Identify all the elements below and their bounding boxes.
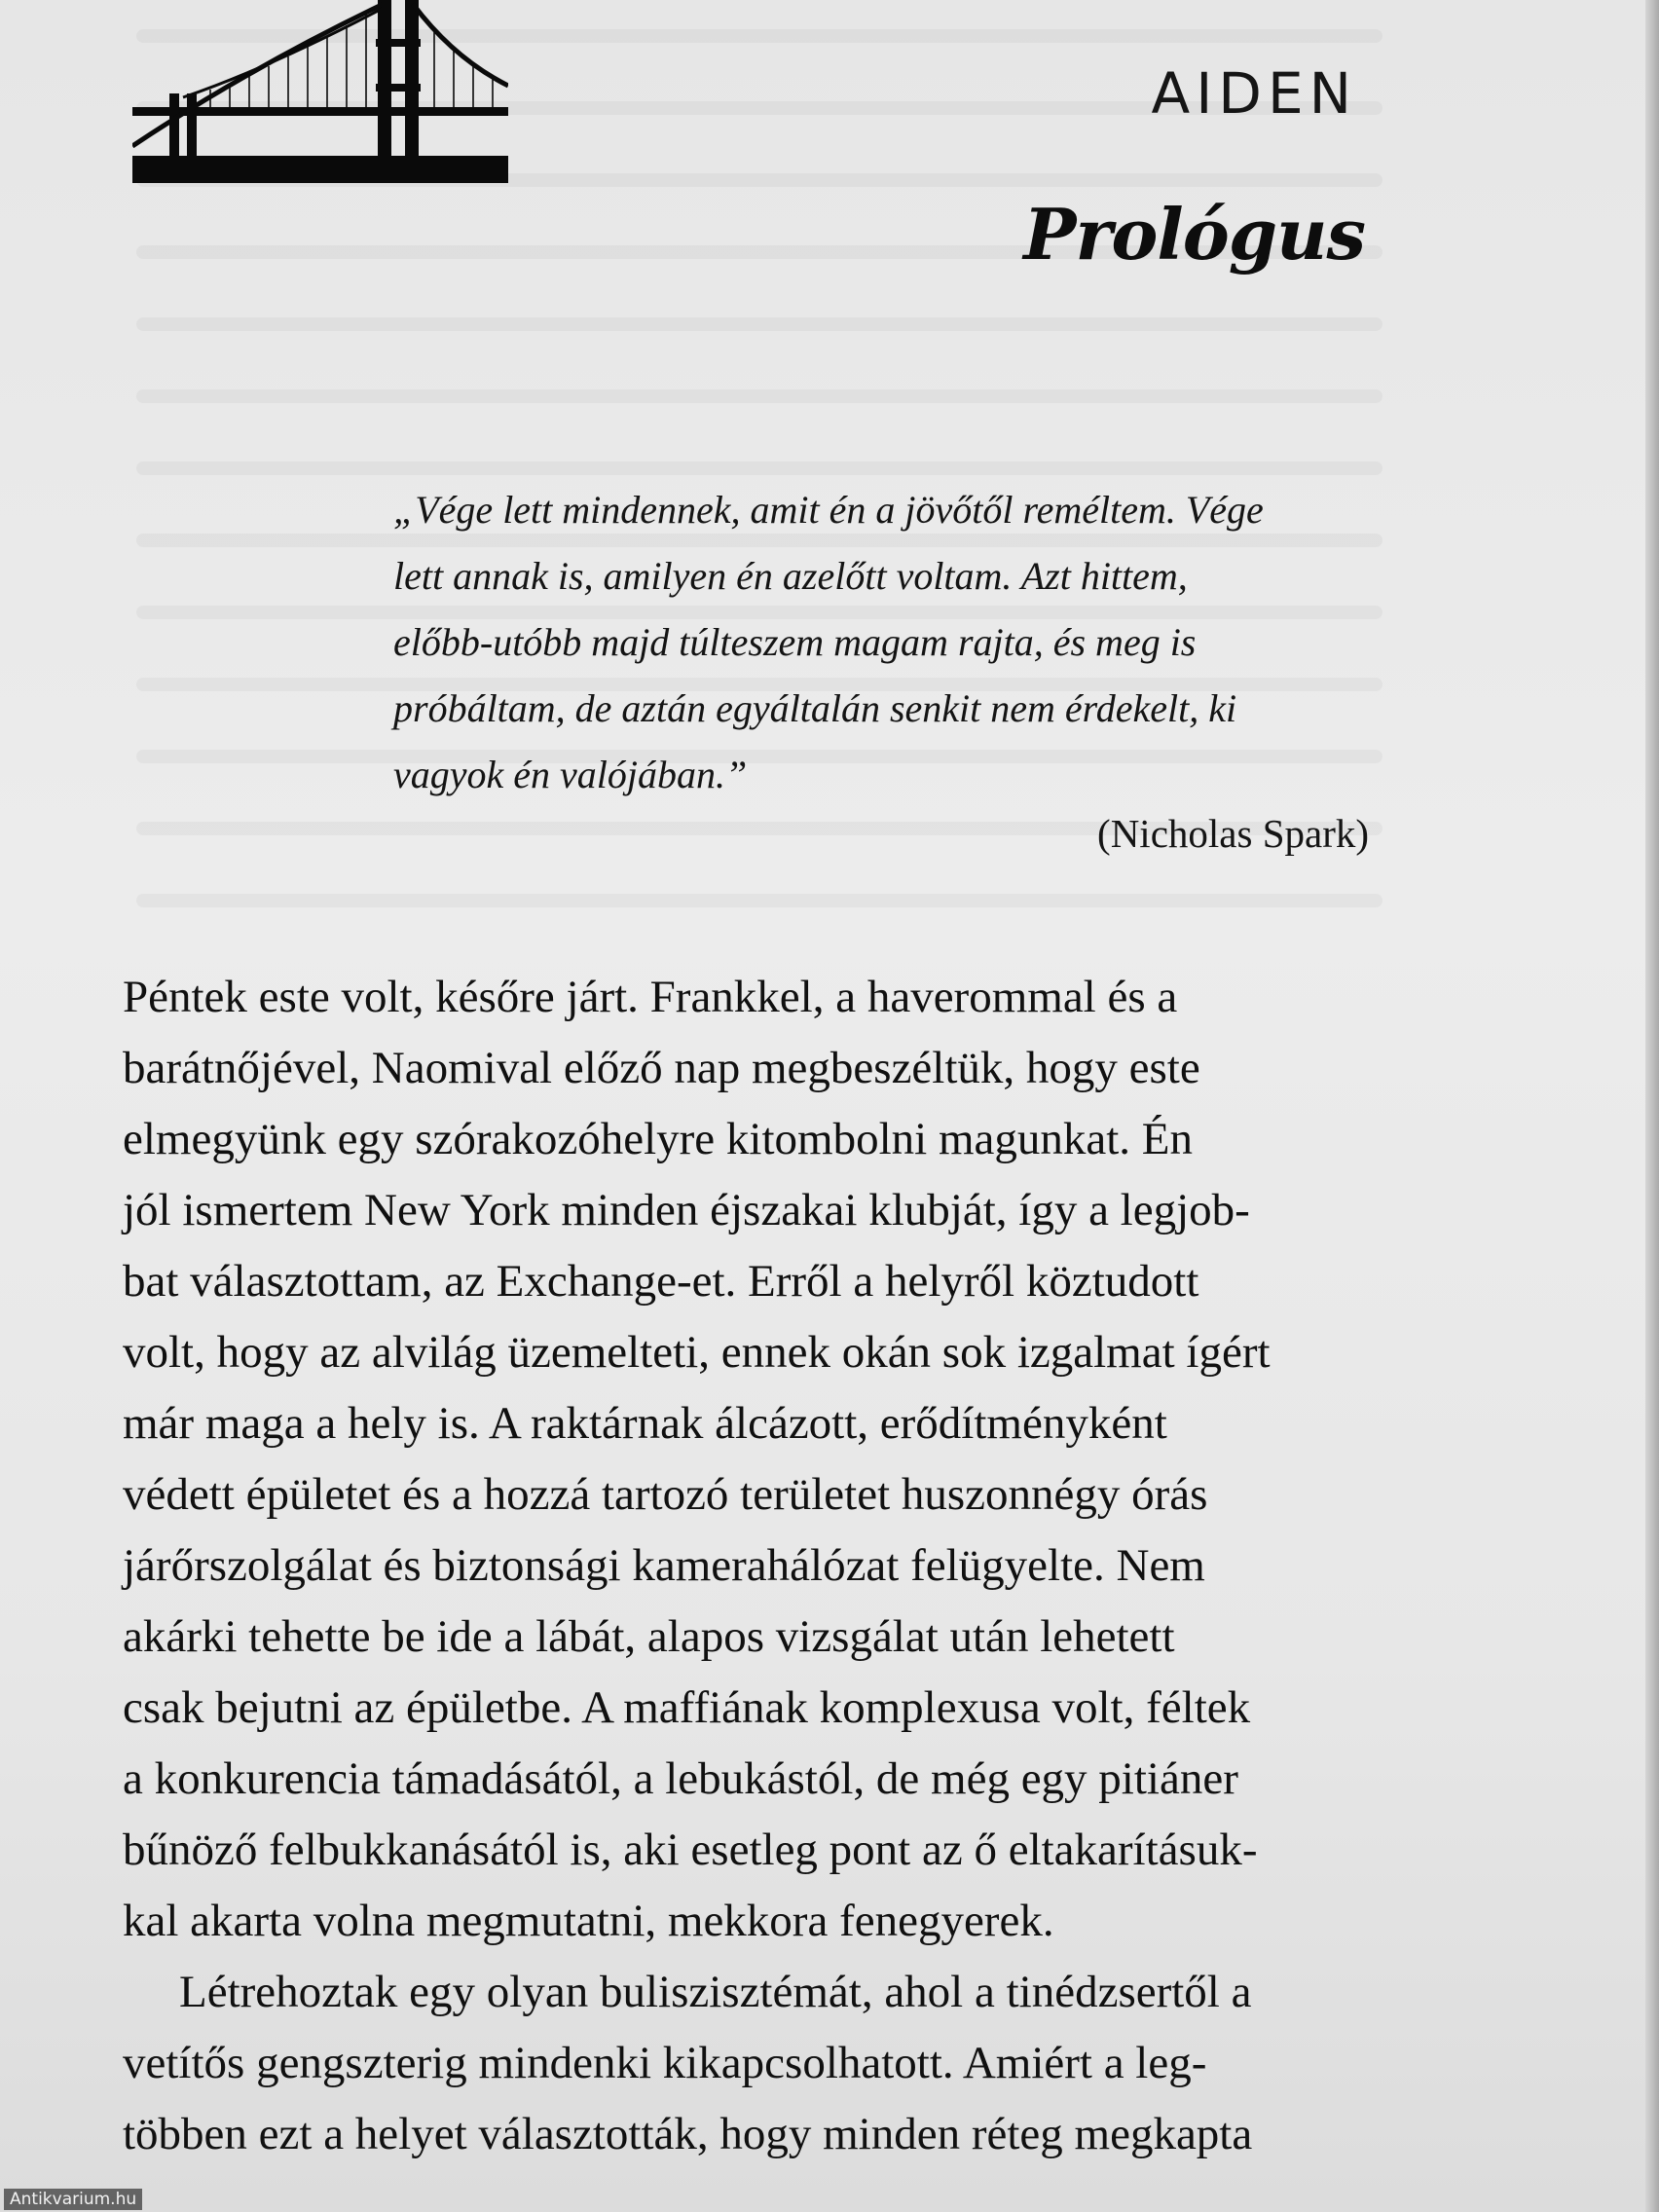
epigraph-line: próbáltam, de aztán egyáltalán senkit nem érdekelt, ki: [393, 686, 1237, 730]
text-line: akárki tehette be ide a lábát, alapos vizsgálat után lehetett: [123, 1611, 1175, 1662]
text-line: a konkurencia támadásától, a lebukástól, de még egy pitiáner: [123, 1753, 1238, 1804]
paragraph-1: [123, 962, 1374, 1957]
epigraph-line: „Vége lett mindennek, amit én a jövőtől reméltem. Vége: [393, 488, 1264, 532]
text-line: többen ezt a helyet választották, hogy minden réteg megkapta: [123, 2109, 1253, 2159]
chapter-narrator-label: AIDEN: [1151, 60, 1357, 127]
chapter-title: Prológus: [1023, 193, 1365, 276]
text-line: kal akarta volna megmutatni, mekkora fenegyerek.: [123, 1896, 1054, 1946]
text-line: már maga a hely is. A raktárnak álcázott, erődítményként: [123, 1398, 1167, 1449]
epigraph-attribution: (Nicholas Spark): [1097, 811, 1369, 856]
text-line: bat választottam, az Exchange-et. Erről a helyről köztudott: [123, 1256, 1199, 1307]
text-line: volt, hogy az alvilág üzemelteti, ennek okán sok izgalmat ígért: [123, 1327, 1271, 1378]
text-line: barátnőjével, Naomival előző nap megbeszéltük, hogy este: [123, 1043, 1200, 1093]
body-text: [123, 962, 1374, 2170]
text-line: jól ismertem New York minden éjszakai klubját, így a legjob-: [123, 1185, 1250, 1235]
text-line: elmegyünk egy szórakozóhelyre kitombolni magunkat. Én: [123, 1114, 1193, 1164]
epigraph-line: előbb-utóbb majd túlteszem magam rajta, és meg is: [393, 620, 1197, 664]
text-line: védett épületet és a hozzá tartozó területet huszonnégy órás: [123, 1469, 1208, 1520]
epigraph-quote: [393, 477, 1369, 808]
golden-gate-bridge-icon: [132, 0, 508, 183]
text-line: Péntek este volt, későre járt. Frankkel, a haverommal és a: [123, 972, 1178, 1022]
text-line: csak bejutni az épületbe. A maffiának komplexusa volt, féltek: [123, 1682, 1251, 1733]
text-line: vetítős gengszterig mindenki kikapcsolhatott. Amiért a leg-: [123, 2038, 1207, 2088]
epigraph-line: lett annak is, amilyen én azelőtt voltam. Azt hittem,: [393, 554, 1188, 598]
page-edge-shadow: [1645, 0, 1659, 2212]
watermark: Antikvarium.hu: [4, 2189, 142, 2210]
text-line: járőrszolgálat és biztonsági kamerahálózat felügyelte. Nem: [123, 1540, 1205, 1591]
text-line: Létrehoztak egy olyan buliszisztémát, ahol a tinédzsertől a: [179, 1967, 1252, 2017]
text-line: bűnöző felbukkanásától is, aki esetleg pont az ő eltakarításuk-: [123, 1825, 1258, 1875]
epigraph-line: vagyok én valójában.”: [393, 753, 748, 796]
paragraph-2: [123, 1957, 1374, 2170]
